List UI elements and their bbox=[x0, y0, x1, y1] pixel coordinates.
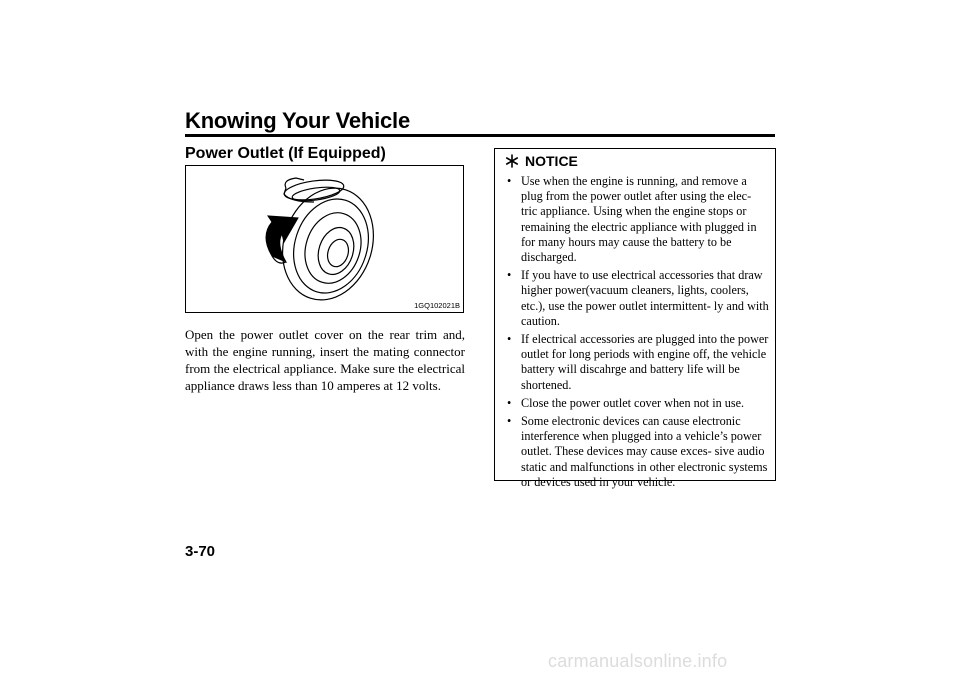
chapter-title: Knowing Your Vehicle bbox=[185, 108, 411, 133]
figure-frame bbox=[185, 165, 464, 313]
bullet: • bbox=[507, 414, 512, 429]
notice-item bbox=[507, 174, 769, 265]
notice-item-text: If electrical accessories are plugged into the power outlet for long periods with engine off, the vehicle battery will discahrge and battery life will be shortened. bbox=[521, 332, 769, 392]
notice-item-text: Some electronic devices can cause electronic interference when plugged into a vehicle’s power outlet. These devices may cause exces- sive audio static and malfunctions in other electronic systems or devices used in your vehicle. bbox=[521, 414, 768, 489]
watermark: carmanualsonline.info bbox=[548, 651, 728, 671]
notice-box bbox=[494, 148, 776, 489]
figure-code: 1GQ102021B bbox=[414, 301, 460, 310]
notice-item bbox=[507, 268, 769, 329]
notice-item bbox=[507, 414, 769, 490]
power-outlet-illustration bbox=[186, 166, 463, 312]
notice-item-text: Close the power outlet cover when not in use. bbox=[521, 395, 745, 410]
page-number: 3-70 bbox=[185, 543, 216, 560]
notice-list bbox=[507, 174, 769, 493]
bullet: • bbox=[507, 174, 512, 188]
bullet: • bbox=[507, 395, 512, 410]
section-heading: Power Outlet (If Equipped) bbox=[185, 145, 386, 162]
body-paragraph: Open the power outlet cover on the rear trim and, with the engine running, insert the mating connector from the electrical appliance. Make sure the electrical appliance draws less than 10 amperes at 12 volts. bbox=[185, 327, 465, 393]
title-rule bbox=[185, 134, 775, 137]
notice-item-text: If you have to use electrical accessories that draw higher power(vacuum cleaners, lights, coolers, etc.), use the power outlet intermittent- ly and with caution. bbox=[521, 268, 769, 328]
notice-item-text: Use when the engine is running, and remove a plug from the power outlet after using the elec- tric appliance. Using when the engine stops or remaining the electric appliance with plugged in for many hours may cause the battery to be discharged. bbox=[521, 174, 757, 265]
bullet: • bbox=[507, 332, 512, 347]
notice-item bbox=[507, 396, 769, 411]
notice-star-icon bbox=[505, 154, 519, 168]
bullet: • bbox=[507, 268, 512, 283]
notice-header bbox=[505, 153, 578, 169]
notice-title: NOTICE bbox=[525, 153, 578, 169]
notice-item bbox=[507, 332, 769, 393]
